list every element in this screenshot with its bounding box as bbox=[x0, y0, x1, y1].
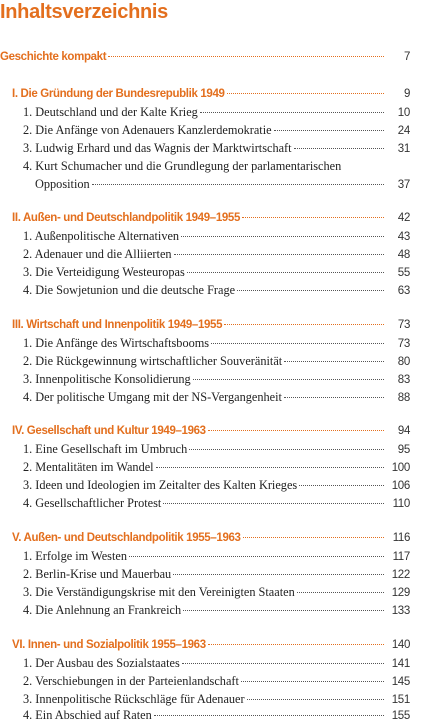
toc-item-entry[interactable] bbox=[0, 352, 410, 370]
toc-chapter-entry[interactable] bbox=[0, 636, 410, 654]
entry-label: III. Wirtschaft und Innenpolitik 1949–1955 bbox=[12, 319, 223, 331]
dot-leader bbox=[227, 92, 384, 94]
entry-label: V. Außen- und Deutschlandpolitik 1955–1963 bbox=[12, 532, 241, 544]
entry-page: 155 bbox=[391, 710, 410, 722]
entry-page: 9 bbox=[403, 88, 410, 100]
entry-page: 31 bbox=[397, 143, 410, 155]
dot-leader bbox=[181, 235, 384, 237]
dot-leader bbox=[108, 55, 384, 57]
entry-page: 140 bbox=[391, 639, 410, 651]
toc-item-entry[interactable] bbox=[0, 245, 410, 263]
entry-page: 43 bbox=[397, 231, 410, 243]
dot-leader bbox=[284, 360, 384, 362]
dot-leader bbox=[241, 680, 384, 682]
toc-item-entry[interactable] bbox=[0, 601, 410, 619]
entry-label: 3. Die Verständigungskrise mit den Vereinigten Staaten bbox=[23, 585, 295, 599]
dot-leader bbox=[173, 573, 384, 575]
dot-leader bbox=[193, 378, 384, 380]
toc-item-entry[interactable] bbox=[0, 334, 410, 352]
dot-leader bbox=[92, 183, 384, 185]
entry-label: 1. Die Anfänge des Wirtschaftsbooms bbox=[23, 336, 210, 350]
dot-leader bbox=[156, 466, 384, 468]
entry-label: VI. Innen- und Sozialpolitik 1955–1963 bbox=[12, 639, 206, 651]
entry-page: 129 bbox=[391, 587, 410, 599]
dot-leader bbox=[174, 253, 384, 255]
toc-item-entry[interactable] bbox=[0, 227, 410, 245]
entry-label: 4. Ein Abschied auf Raten bbox=[23, 708, 152, 722]
entry-label: Geschichte kompakt bbox=[0, 51, 107, 63]
entry-label: 4. Die Sowjetunion und die deutsche Frage bbox=[23, 283, 236, 297]
entry-page: 116 bbox=[392, 532, 410, 544]
toc-item-entry[interactable] bbox=[0, 672, 410, 690]
dot-leader bbox=[154, 714, 384, 716]
entry-page: 100 bbox=[391, 462, 410, 474]
entry-label: 1. Der Ausbau des Sozialstaates bbox=[23, 656, 180, 670]
dot-leader bbox=[208, 429, 384, 431]
entry-label: 2. Verschiebungen in der Parteienlandschaft bbox=[23, 674, 239, 688]
dot-leader bbox=[224, 323, 384, 325]
dot-leader bbox=[247, 698, 384, 700]
entry-page: 7 bbox=[403, 51, 410, 63]
entry-page: 117 bbox=[392, 551, 410, 563]
entry-page: 122 bbox=[391, 569, 410, 581]
entry-label: 4. Gesellschaftlicher Protest bbox=[23, 496, 162, 510]
dot-leader bbox=[243, 536, 384, 538]
toc-item-entry[interactable] bbox=[0, 440, 410, 458]
dot-leader bbox=[284, 396, 384, 398]
dot-leader bbox=[297, 591, 384, 593]
toc-item-entry[interactable] bbox=[0, 263, 410, 281]
entry-label: 3. Ludwig Erhard und das Wagnis der Marktwirtschaft bbox=[23, 141, 292, 155]
entry-label: 3. Innenpolitische Rückschläge für Adenauer bbox=[23, 692, 245, 706]
entry-page: 95 bbox=[397, 444, 410, 456]
entry-page: 80 bbox=[397, 356, 410, 368]
toc-item-entry[interactable] bbox=[0, 476, 410, 494]
toc-item-entry[interactable] bbox=[0, 654, 410, 672]
entry-label: 1. Erfolge im Westen bbox=[23, 549, 127, 563]
toc-item-entry[interactable] bbox=[0, 583, 410, 601]
toc-item-entry[interactable] bbox=[0, 547, 410, 565]
entry-page: 48 bbox=[397, 249, 410, 261]
dot-leader bbox=[129, 555, 384, 557]
entry-label: 2. Die Anfänge von Adenauers Kanzlerdemokratie bbox=[23, 123, 272, 137]
toc-section-entry[interactable] bbox=[0, 48, 410, 66]
toc-chapter-entry[interactable] bbox=[0, 209, 410, 227]
entry-label: 1. Eine Gesellschaft im Umbruch bbox=[23, 442, 188, 456]
entry-page: 83 bbox=[397, 374, 410, 386]
entry-label: 4. Die Anlehnung an Frankreich bbox=[23, 603, 182, 617]
dot-leader bbox=[189, 448, 384, 450]
dot-leader bbox=[200, 111, 384, 113]
entry-page: 10 bbox=[397, 107, 410, 119]
entry-label: 1. Außenpolitische Alternativen bbox=[23, 229, 180, 243]
entry-label: I. Die Gründung der Bundesrepublik 1949 bbox=[12, 88, 225, 100]
entry-page: 42 bbox=[397, 212, 410, 224]
toc-item-entry[interactable] bbox=[0, 175, 410, 193]
entry-label-continuation: Opposition bbox=[35, 177, 90, 191]
dot-leader bbox=[274, 129, 384, 131]
toc-item-entry[interactable] bbox=[0, 388, 410, 406]
entry-label: 2. Adenauer und die Alliierten bbox=[23, 247, 172, 261]
toc-item-entry[interactable] bbox=[0, 565, 410, 583]
entry-page: 37 bbox=[397, 179, 410, 191]
dot-leader bbox=[211, 342, 384, 344]
dot-leader bbox=[163, 502, 384, 504]
entry-label-line1[interactable]: 4. Kurt Schumacher und die Grundlegung der parlamentarischen bbox=[23, 159, 342, 173]
toc-chapter-entry[interactable] bbox=[0, 316, 410, 334]
toc-item-entry[interactable] bbox=[0, 139, 410, 157]
entry-label: IV. Gesellschaft und Kultur 1949–1963 bbox=[12, 425, 206, 437]
toc-item-entry[interactable] bbox=[0, 281, 410, 299]
entry-page: 151 bbox=[391, 694, 410, 706]
entry-label: 3. Die Verteidigung Westeuropas bbox=[23, 265, 185, 279]
entry-page: 63 bbox=[397, 285, 410, 297]
toc-chapter-entry[interactable] bbox=[0, 422, 410, 440]
page-title: Inhaltsverzeichnis bbox=[0, 1, 168, 23]
entry-label: 3. Innenpolitische Konsolidierung bbox=[23, 372, 191, 386]
dot-leader bbox=[299, 484, 384, 486]
entry-page: 73 bbox=[397, 338, 410, 350]
dot-leader bbox=[294, 147, 384, 149]
toc-item-entry[interactable] bbox=[0, 458, 410, 476]
toc-item-entry[interactable] bbox=[0, 103, 410, 121]
entry-page: 133 bbox=[391, 605, 410, 617]
entry-page: 55 bbox=[397, 267, 410, 279]
toc-item-entry[interactable] bbox=[0, 494, 410, 512]
toc-chapter-entry[interactable] bbox=[0, 85, 410, 103]
entry-page: 106 bbox=[391, 480, 410, 492]
entry-page: 73 bbox=[397, 319, 410, 331]
dot-leader bbox=[208, 643, 384, 645]
entry-page: 141 bbox=[391, 658, 410, 670]
entry-page: 24 bbox=[397, 125, 410, 137]
dot-leader bbox=[182, 662, 384, 664]
entry-page: 110 bbox=[392, 498, 410, 510]
toc-chapter-entry[interactable] bbox=[0, 529, 410, 547]
toc-item-entry[interactable] bbox=[0, 706, 410, 724]
entry-label: 1. Deutschland und der Kalte Krieg bbox=[23, 105, 198, 119]
toc-item-entry[interactable] bbox=[0, 121, 410, 139]
entry-label: 2. Mentalitäten im Wandel bbox=[23, 460, 154, 474]
entry-label: 2. Die Rückgewinnung wirtschaftlicher Souveränität bbox=[23, 354, 283, 368]
entry-page: 145 bbox=[391, 676, 410, 688]
dot-leader bbox=[237, 289, 384, 291]
entry-page: 88 bbox=[397, 392, 410, 404]
entry-label: 3. Ideen und Ideologien im Zeitalter des Kalten Krieges bbox=[23, 478, 298, 492]
dot-leader bbox=[242, 216, 384, 218]
entry-page: 94 bbox=[397, 425, 410, 437]
entry-label: 4. Der politische Umgang mit der NS-Vergangenheit bbox=[23, 390, 282, 404]
entry-label: II. Außen- und Deutschlandpolitik 1949–1955 bbox=[12, 212, 241, 224]
toc-item-entry[interactable] bbox=[0, 370, 410, 388]
dot-leader bbox=[187, 271, 384, 273]
entry-label: 2. Berlin-Krise und Mauerbau bbox=[23, 567, 172, 581]
dot-leader bbox=[183, 609, 384, 611]
